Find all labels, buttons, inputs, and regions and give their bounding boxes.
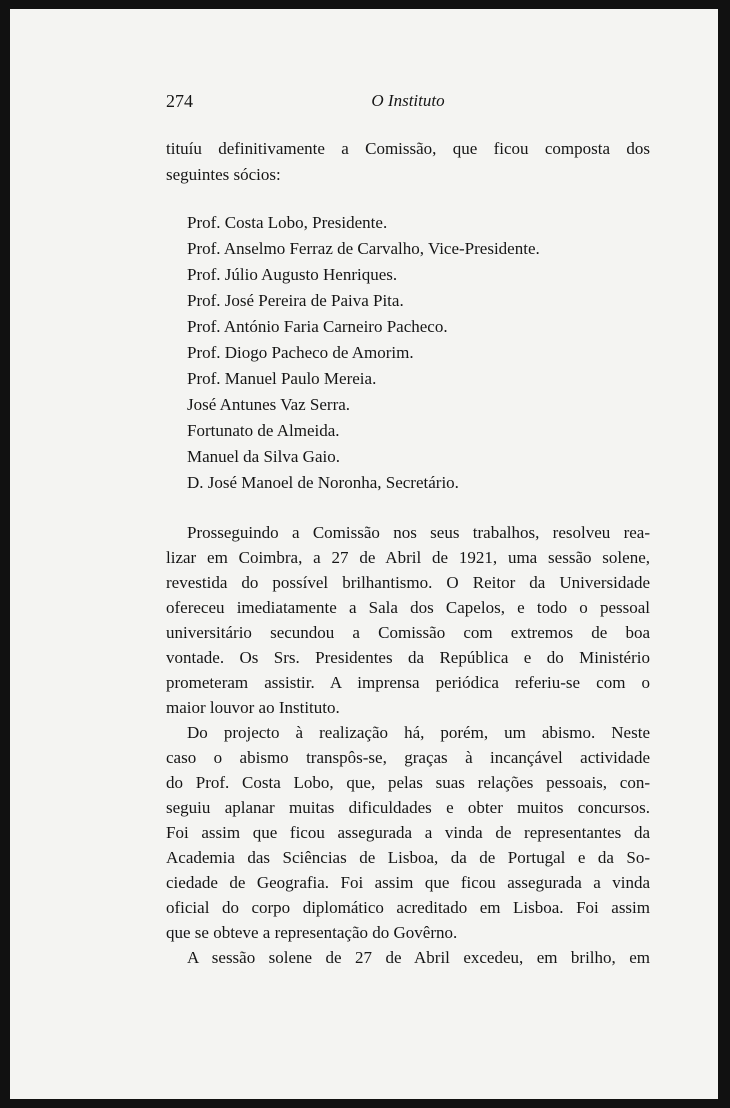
member-item: Prof. José Pereira de Paiva Pita. <box>187 291 404 310</box>
paragraph-line: do Prof. Costa Lobo, que, pelas suas relações pessoais, con- <box>166 773 650 792</box>
paragraph-line: prometeram assistir. A imprensa periódica referiu-se com o <box>166 673 650 692</box>
paragraph-line: Foi assim que ficou assegurada a vinda de representantes da <box>166 823 650 842</box>
paragraph-line: ofereceu imediatamente a Sala dos Capelos, e todo o pessoal <box>166 598 650 617</box>
member-item: José Antunes Vaz Serra. <box>187 395 351 414</box>
intro-line: tituíu definitivamente a Comissão, que ficou composta dos <box>166 139 650 158</box>
member-item: Manuel da Silva Gaio. <box>187 447 340 466</box>
member-item: D. José Manoel de Noronha, Secretário. <box>187 473 459 492</box>
book-page <box>10 9 718 1099</box>
member-item: Prof. Costa Lobo, Presidente. <box>187 213 388 232</box>
paragraph-line: revestida do possível brilhantismo. O Reitor da Universidade <box>166 573 650 592</box>
paragraph-line: oficial do corpo diplomático acreditado em Lisboa. Foi assim <box>166 898 650 917</box>
page-header <box>166 91 650 117</box>
paragraph-line: A sessão solene de 27 de Abril excedeu, em brilho, em <box>187 948 650 967</box>
paragraph-line: caso o abismo transpôs-se, graças à incançável actividade <box>166 748 650 767</box>
member-item: Prof. Anselmo Ferraz de Carvalho, Vice-Presidente. <box>187 239 540 258</box>
member-item: Prof. Manuel Paulo Mereia. <box>187 369 377 388</box>
paragraph-line: universitário secundou a Comissão com extremos de boa <box>166 623 650 642</box>
paragraph-line: Do projecto à realização há, porém, um abismo. Neste <box>187 723 650 742</box>
paragraph-line: que se obteve a representação do Govêrno. <box>166 923 458 942</box>
paragraph-line: lizar em Coimbra, a 27 de Abril de 1921, uma sessão solene, <box>166 548 650 567</box>
member-item: Fortunato de Almeida. <box>187 421 340 440</box>
running-title: O Instituto <box>371 91 445 110</box>
paragraph-line: vontade. Os Srs. Presidentes da República e do Ministério <box>166 648 650 667</box>
member-item: Prof. Diogo Pacheco de Amorim. <box>187 343 414 362</box>
page-number: 274 <box>166 91 193 111</box>
paragraph-line: maior louvor ao Instituto. <box>166 698 340 717</box>
paragraph-line: Academia das Sciências de Lisboa, da de Portugal e da So- <box>166 848 650 867</box>
member-item: Prof. Júlio Augusto Henriques. <box>187 265 398 284</box>
paragraph-line: ciedade de Geografia. Foi assim que ficou assegurada a vinda <box>166 873 650 892</box>
paragraph-line: Prosseguindo a Comissão nos seus trabalhos, resolveu rea- <box>187 523 650 542</box>
paragraph-line: seguiu aplanar muitas dificuldades e obter muitos concursos. <box>166 798 650 817</box>
intro-line: seguintes sócios: <box>166 165 281 184</box>
member-item: Prof. António Faria Carneiro Pacheco. <box>187 317 448 336</box>
